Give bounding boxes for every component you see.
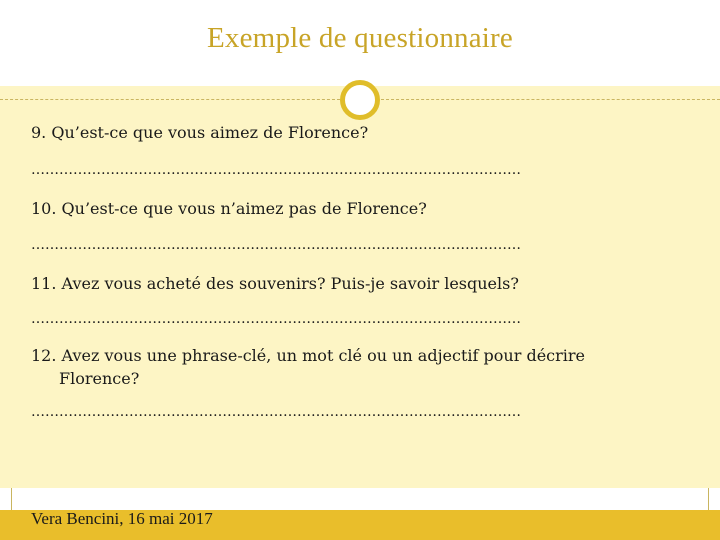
question-12-line2: Florence? xyxy=(59,369,140,388)
answer-line-10: …………………………………………………………………………………………… xyxy=(31,237,521,253)
slide-title: Exemple de questionnaire xyxy=(207,22,513,54)
question-12-line1: 12. Avez vous une phrase-clé, un mot clé ou un adjectif pour décrire xyxy=(31,346,585,365)
divider-line-left xyxy=(0,99,340,100)
footer-author-date: Vera Bencini, 16 mai 2017 xyxy=(31,509,213,528)
answer-line-11: …………………………………………………………………………………………… xyxy=(31,311,521,327)
divider-line-right xyxy=(381,99,720,100)
header-area xyxy=(0,0,720,86)
question-9: 9. Qu’est-ce que vous aimez de Florence? xyxy=(31,123,369,142)
question-10: 10. Qu’est-ce que vous n’aimez pas de Florence? xyxy=(31,199,427,218)
question-12 xyxy=(31,344,585,390)
answer-line-12: …………………………………………………………………………………………… xyxy=(31,404,521,420)
divider-circle-ornament xyxy=(340,80,380,120)
question-11: 11. Avez vous acheté des souvenirs? Puis-je savoir lesquels? xyxy=(31,274,519,293)
answer-line-9: …………………………………………………………………………………………… xyxy=(31,162,521,178)
